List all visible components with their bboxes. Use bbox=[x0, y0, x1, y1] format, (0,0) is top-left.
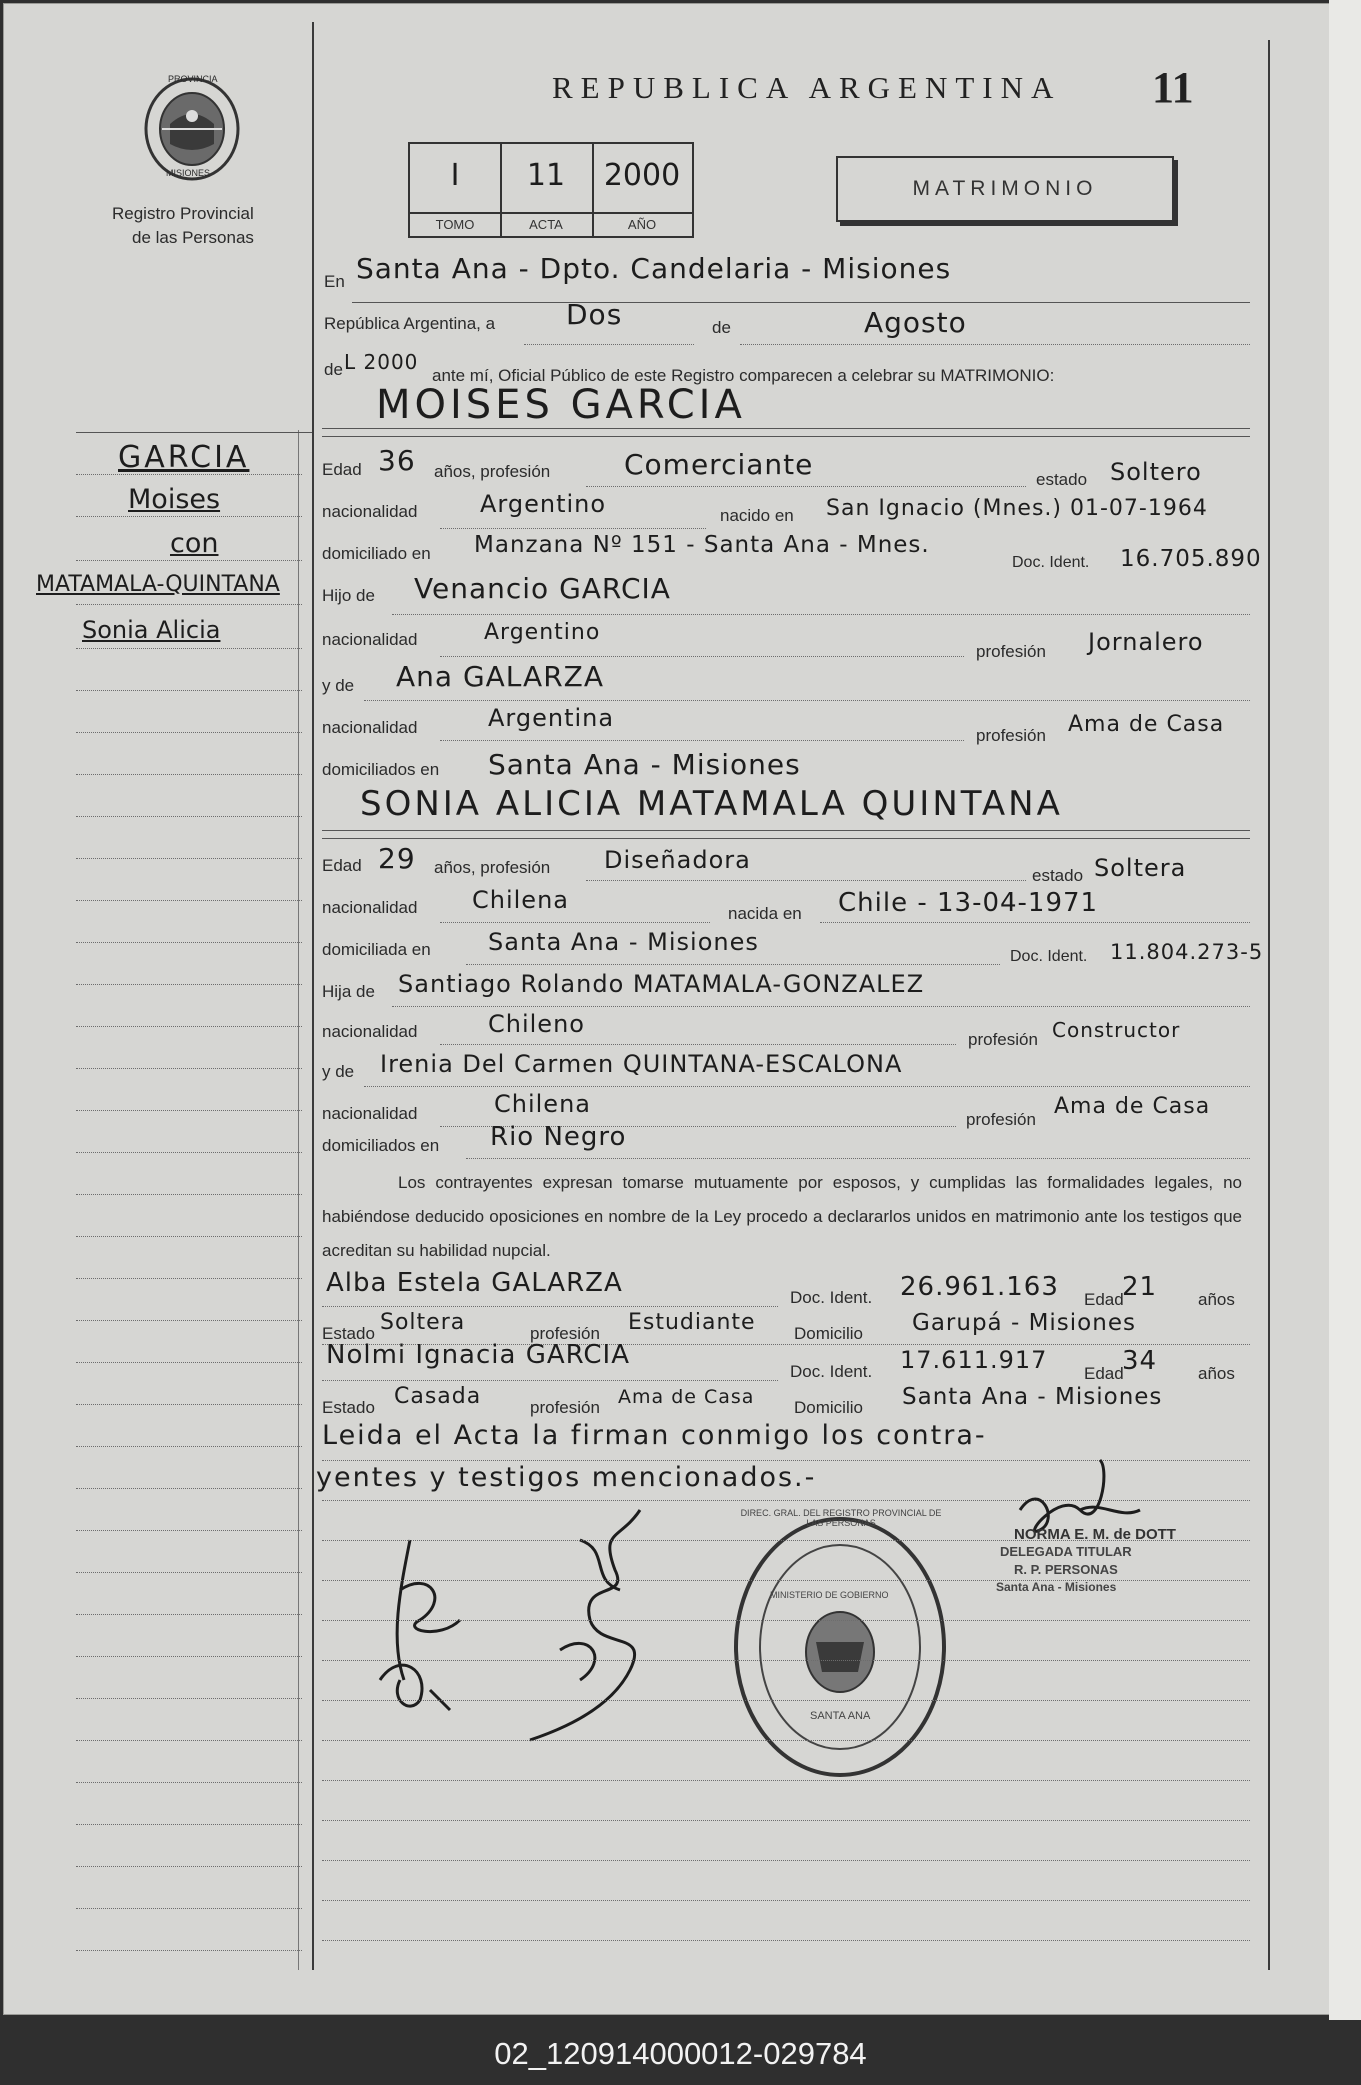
tomo-value: I bbox=[450, 158, 460, 193]
rule bbox=[76, 1110, 302, 1112]
rule bbox=[364, 700, 1250, 702]
groom-domiciliado-label: domiciliado en bbox=[322, 544, 431, 563]
rule bbox=[76, 1530, 302, 1532]
rule bbox=[586, 486, 1026, 488]
officer-stamp-line3: R. P. PERSONAS bbox=[1014, 1562, 1118, 1577]
bride-nacida-label: nacida en bbox=[728, 904, 802, 923]
rule bbox=[440, 740, 964, 742]
bride-mother-nationality: Chilena bbox=[494, 1090, 591, 1118]
appear-text: ante mí, Oficial Público de este Registro comparecen a celebrar su MATRIMONIO: bbox=[432, 366, 1055, 385]
bride-parents-address: Rio Negro bbox=[490, 1122, 627, 1152]
rule bbox=[352, 302, 1250, 303]
left-margin-rule bbox=[298, 430, 299, 1970]
groom-profession: Comerciante bbox=[624, 448, 814, 481]
groom-hijo-label: Hijo de bbox=[322, 586, 375, 605]
rule bbox=[322, 1700, 1250, 1702]
acta-value: 11 bbox=[526, 158, 566, 193]
rule bbox=[76, 1572, 302, 1574]
ano-cell bbox=[592, 144, 692, 236]
groom-mother-nationality: Argentina bbox=[488, 704, 615, 732]
rule bbox=[76, 1278, 302, 1280]
page-number: 11 bbox=[1152, 63, 1194, 112]
bride-domiciliados-label: domiciliados en bbox=[322, 1136, 440, 1155]
bride-mother: Irenia Del Carmen QUINTANA-ESCALONA bbox=[380, 1050, 903, 1078]
witness1-doc-label: Doc. Ident. bbox=[790, 1288, 873, 1307]
bride-father-prof-label: profesión bbox=[968, 1030, 1038, 1049]
rule bbox=[322, 1620, 1250, 1622]
groom-father-prof-label: profesión bbox=[976, 642, 1046, 661]
margin-bride-surname: MATAMALA-QUINTANA bbox=[36, 572, 280, 597]
margin-given-name: Moises bbox=[128, 484, 221, 515]
groom-mother-prof-label: profesión bbox=[976, 726, 1046, 745]
rule bbox=[586, 880, 1026, 882]
witness2-age: 34 bbox=[1122, 1346, 1158, 1376]
groom-father-profession: Jornalero bbox=[1088, 628, 1204, 656]
margin-con: con bbox=[170, 528, 219, 559]
bride-mother-nat-label: nacionalidad bbox=[322, 1104, 418, 1123]
rule bbox=[76, 1614, 302, 1616]
rule bbox=[322, 1380, 778, 1382]
rule bbox=[76, 432, 312, 433]
bride-address: Santa Ana - Misiones bbox=[488, 928, 759, 956]
registry-name-line2: de las Personas bbox=[132, 228, 254, 247]
rule bbox=[392, 1006, 1250, 1008]
rule bbox=[76, 1740, 302, 1742]
rule bbox=[76, 858, 302, 860]
rule bbox=[76, 1404, 302, 1406]
rule bbox=[76, 1068, 302, 1070]
rule bbox=[76, 816, 302, 818]
groom-signature-icon bbox=[360, 1530, 490, 1720]
rule bbox=[524, 344, 694, 346]
ano-label: AÑO bbox=[592, 212, 692, 236]
rule bbox=[322, 1660, 1250, 1662]
rule bbox=[466, 964, 1000, 966]
rule bbox=[322, 1580, 1250, 1582]
witness2-domicilio-label: Domicilio bbox=[794, 1398, 863, 1417]
witness2-name: Nolmi Ignacia GARCIA bbox=[326, 1340, 631, 1370]
bride-hija-label: Hija de bbox=[322, 982, 375, 1001]
rule bbox=[466, 1158, 1250, 1160]
scan-id-footer: 02_120914000012-029784 bbox=[494, 2036, 867, 2071]
groom-doc-label: Doc. Ident. bbox=[1012, 554, 1090, 571]
rule bbox=[76, 1236, 302, 1238]
round-stamp-inner-text: MINISTERIO DE GOBIERNO bbox=[770, 1590, 889, 1600]
witness1-domicilio-label: Domicilio bbox=[794, 1324, 863, 1343]
marriage-year: L 2000 bbox=[344, 350, 419, 374]
groom-domiciliados-label: domiciliados en bbox=[322, 760, 440, 779]
witness2-doc: 17.611.917 bbox=[900, 1346, 1048, 1374]
round-stamp-outer-text: DIREC. GRAL. DEL REGISTRO PROVINCIAL DE LAS PERSONAS bbox=[740, 1508, 942, 1528]
witness2-estado-label: Estado bbox=[322, 1398, 375, 1417]
bride-nationality: Chilena bbox=[472, 886, 569, 914]
groom-civil-status: Soltero bbox=[1110, 458, 1202, 486]
groom-name: MOISES GARCIA bbox=[376, 382, 746, 428]
groom-edad-label: Edad bbox=[322, 460, 362, 479]
bride-yde-label: y de bbox=[322, 1062, 355, 1081]
document-title: REPUBLICA ARGENTINA bbox=[552, 70, 1062, 105]
rule bbox=[322, 1540, 1250, 1542]
margin-divider bbox=[312, 22, 314, 1970]
right-border bbox=[1268, 40, 1270, 1970]
bride-estado-label: estado bbox=[1032, 866, 1084, 885]
closing-line-1: Leida el Acta la firman conmigo los contra- bbox=[322, 1420, 987, 1451]
witness1-name: Alba Estela GALARZA bbox=[326, 1268, 623, 1298]
rule bbox=[322, 1900, 1250, 1902]
rule bbox=[322, 1306, 778, 1308]
acta-cell bbox=[500, 144, 594, 236]
groom-mother-nat-label: nacionalidad bbox=[322, 718, 418, 737]
rule bbox=[76, 1488, 302, 1490]
rule bbox=[76, 1908, 302, 1910]
rule bbox=[440, 922, 710, 924]
groom-doc: 16.705.890 bbox=[1120, 546, 1262, 572]
year-prefix-label: de bbox=[324, 360, 343, 379]
rule bbox=[322, 1780, 1250, 1782]
rule bbox=[322, 1940, 1250, 1942]
declaration-paragraph: Los contrayentes expresan tomarse mutuamente por esposos, y cumplidas las formalidades legales, no habiéndose deducido oposiciones en nombre de la Ley procedo a declararlos unidos en matrimonio ante los testigos que acreditan su habilidad nupcial. bbox=[322, 1173, 1242, 1260]
rule bbox=[76, 516, 302, 518]
groom-father-nationality: Argentino bbox=[484, 620, 601, 645]
witness2-doc-label: Doc. Ident. bbox=[790, 1362, 873, 1381]
bride-name: SONIA ALICIA MATAMALA QUINTANA bbox=[360, 784, 1063, 824]
groom-address: Manzana Nº 151 - Santa Ana - Mnes. bbox=[474, 532, 930, 558]
rule bbox=[364, 1086, 1250, 1088]
bride-doc-label: Doc. Ident. bbox=[1010, 948, 1088, 965]
bride-doc: 11.804.273-5 bbox=[1110, 940, 1264, 964]
witness1-age: 21 bbox=[1122, 1272, 1158, 1302]
bride-father-profession: Constructor bbox=[1052, 1018, 1181, 1042]
bride-father-nat-label: nacionalidad bbox=[322, 1022, 418, 1041]
rule bbox=[820, 922, 1250, 924]
rule bbox=[76, 690, 302, 692]
witness2-edad-label: Edad bbox=[1084, 1364, 1124, 1383]
rule bbox=[76, 1446, 302, 1448]
bride-signature-icon bbox=[520, 1500, 690, 1750]
marriage-month: Agosto bbox=[864, 306, 967, 339]
acta-label: ACTA bbox=[500, 212, 592, 236]
groom-father-nat-label: nacionalidad bbox=[322, 630, 418, 649]
rule bbox=[76, 1698, 302, 1700]
rule bbox=[322, 1740, 1250, 1742]
tomo-label: TOMO bbox=[410, 212, 500, 236]
groom-nacido-label: nacido en bbox=[720, 506, 794, 525]
de-label: de bbox=[712, 318, 731, 337]
rule bbox=[76, 1866, 302, 1868]
rule bbox=[322, 1860, 1250, 1862]
rule bbox=[322, 428, 1250, 429]
groom-anos-profesion-label: años, profesión bbox=[434, 462, 551, 481]
rule bbox=[76, 1152, 302, 1154]
rule bbox=[76, 1026, 302, 1028]
republica-label: República Argentina, a bbox=[324, 314, 496, 333]
registry-name-line1: Registro Provincial bbox=[112, 204, 254, 223]
officer-stamp-line4: Santa Ana - Misiones bbox=[996, 1580, 1117, 1594]
bride-mother-profession: Ama de Casa bbox=[1054, 1094, 1211, 1119]
rule bbox=[322, 436, 1250, 437]
rule bbox=[76, 604, 302, 606]
witness1-anos-label: años bbox=[1198, 1290, 1235, 1309]
closing-line-2: yentes y testigos mencionados.- bbox=[316, 1462, 817, 1493]
rule bbox=[76, 1656, 302, 1658]
rule bbox=[76, 1362, 302, 1364]
rule bbox=[76, 774, 302, 776]
groom-birth: San Ignacio (Mnes.) 01-07-1964 bbox=[826, 496, 1208, 521]
en-label: En bbox=[324, 272, 345, 291]
margin-bride-name: Sonia Alicia bbox=[82, 616, 221, 644]
rule bbox=[76, 560, 302, 562]
rule bbox=[76, 900, 302, 902]
officer-stamp-line1: NORMA E. M. de DOTT bbox=[1014, 1526, 1176, 1543]
rule bbox=[76, 474, 302, 476]
margin-surname: GARCIA bbox=[118, 440, 250, 475]
page-edge bbox=[1329, 0, 1361, 2020]
rule bbox=[440, 656, 964, 658]
groom-parents-address: Santa Ana - Misiones bbox=[488, 748, 801, 781]
bride-anos-profesion-label: años, profesión bbox=[434, 858, 551, 877]
witness1-status: Soltera bbox=[380, 1310, 466, 1335]
rule bbox=[76, 1782, 302, 1784]
witness2-profesion-label: profesión bbox=[530, 1398, 600, 1417]
rule bbox=[76, 942, 302, 944]
bride-edad-label: Edad bbox=[322, 856, 362, 875]
marriage-place: Santa Ana - Dpto. Candelaria - Misiones bbox=[356, 252, 952, 285]
rule bbox=[440, 528, 706, 530]
rule bbox=[322, 838, 1250, 839]
witness1-profesion-label: profesión bbox=[530, 1324, 600, 1343]
groom-nacionalidad-label: nacionalidad bbox=[322, 502, 418, 521]
rule bbox=[322, 1820, 1250, 1822]
witness2-anos-label: años bbox=[1198, 1364, 1235, 1383]
seal-text-top: PROVINCIA bbox=[168, 74, 218, 84]
record-box bbox=[408, 142, 694, 238]
bride-birth: Chile - 13-04-1971 bbox=[838, 888, 1099, 918]
rule bbox=[392, 614, 1250, 616]
witness1-doc: 26.961.163 bbox=[900, 1272, 1059, 1302]
groom-mother-profession: Ama de Casa bbox=[1068, 712, 1225, 737]
bride-profession: Diseñadora bbox=[604, 846, 751, 874]
ano-value: 2000 bbox=[603, 158, 681, 193]
record-type-box: MATRIMONIO bbox=[836, 156, 1174, 222]
tomo-cell bbox=[410, 144, 502, 236]
bride-father: Santiago Rolando MATAMALA-GONZALEZ bbox=[398, 970, 925, 998]
witness1-estado-label: Estado bbox=[322, 1324, 375, 1343]
groom-age: 36 bbox=[378, 444, 416, 477]
rule bbox=[76, 1824, 302, 1826]
rule bbox=[76, 984, 302, 986]
bride-nacionalidad-label: nacionalidad bbox=[322, 898, 418, 917]
rule bbox=[76, 648, 302, 650]
marriage-day: Dos bbox=[566, 298, 623, 331]
rule bbox=[740, 344, 1250, 346]
bride-father-nationality: Chileno bbox=[488, 1010, 585, 1038]
rule bbox=[76, 1950, 302, 1952]
officer-stamp-line2: DELEGADA TITULAR bbox=[1000, 1544, 1132, 1559]
seal-text-bottom: MISIONES bbox=[166, 168, 211, 178]
witness1-address: Garupá - Misiones bbox=[912, 1310, 1136, 1336]
rule bbox=[76, 732, 302, 734]
witness2-address: Santa Ana - Misiones bbox=[902, 1384, 1163, 1410]
witness1-profession: Estudiante bbox=[628, 1310, 756, 1335]
witness1-edad-label: Edad bbox=[1084, 1290, 1124, 1309]
groom-father: Venancio GARCIA bbox=[414, 572, 671, 605]
groom-mother: Ana GALARZA bbox=[396, 660, 604, 693]
witness2-profession: Ama de Casa bbox=[618, 1386, 755, 1408]
round-stamp-bottom-text: SANTA ANA bbox=[810, 1710, 871, 1722]
bride-mother-prof-label: profesión bbox=[966, 1110, 1036, 1129]
bride-domiciliada-label: domiciliada en bbox=[322, 940, 431, 959]
rule bbox=[322, 830, 1250, 831]
rule bbox=[76, 1194, 302, 1196]
bride-civil-status: Soltera bbox=[1094, 854, 1187, 882]
groom-nationality: Argentino bbox=[480, 490, 607, 518]
groom-estado-label: estado bbox=[1036, 470, 1088, 489]
bride-age: 29 bbox=[378, 842, 416, 875]
groom-yde-label: y de bbox=[322, 676, 355, 695]
rule bbox=[76, 1320, 302, 1322]
rule bbox=[440, 1044, 956, 1046]
witness2-status: Casada bbox=[394, 1384, 482, 1409]
